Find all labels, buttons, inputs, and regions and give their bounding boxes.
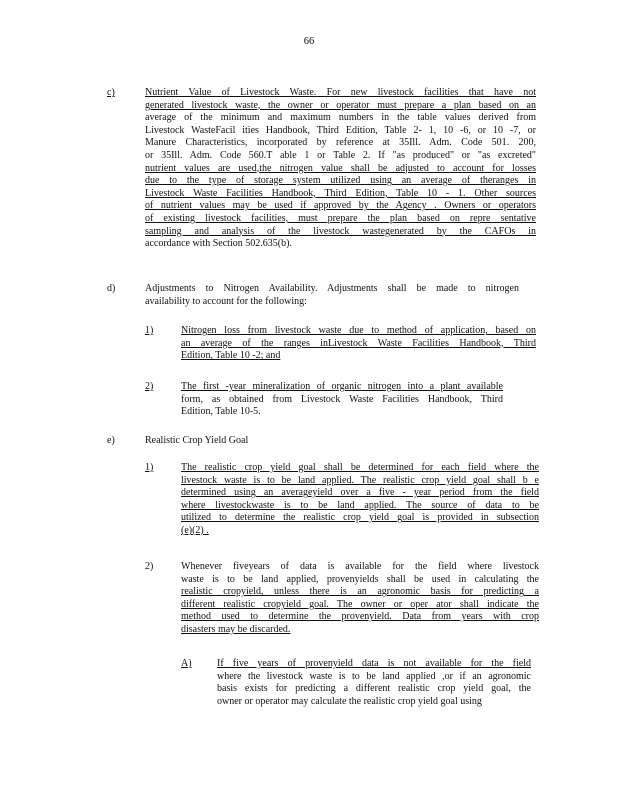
item-c-text	[145, 87, 536, 251]
text-line: If five years of provenyield data is not available for the field	[217, 658, 531, 669]
text-line: average of the minimum and maximum numbers in the table values derived from	[145, 112, 536, 124]
item-d-marker: d)	[107, 283, 116, 294]
text-line: due to the type of storage system utilized using an average of theranges in	[145, 175, 536, 187]
text-line: basis exists for predicting a different realistic crop yield goal, the	[217, 683, 531, 695]
item-e-marker: e)	[107, 435, 115, 446]
text-line: availability to account for the following:	[145, 295, 307, 307]
item-d1-marker: 1)	[145, 325, 154, 336]
item-d-text	[145, 283, 519, 308]
text-line: The first -year mineralization of organic nitrogen into a plant available	[181, 381, 503, 392]
item-e2-marker: 2)	[145, 561, 154, 572]
text-line: sampling and analysis of the livestock wastegenerated by the CAFOs in	[145, 225, 536, 237]
text-line: Edition, Table 10 -2; and	[181, 350, 281, 362]
text-line: nutrient values are used,the nitrogen value shall be adjusted to account for losses	[145, 162, 536, 174]
text-line: Nitrogen loss from livestock waste due to method of application, based on	[181, 325, 536, 336]
item-d1-text	[181, 325, 536, 363]
item-c-marker: c)	[107, 87, 115, 98]
text-line: Manure Characteristics, incorporated by reference at 35Ill. Adm. Code 501. 200,	[145, 137, 536, 149]
text-line: (e)(2) .	[181, 524, 209, 536]
text-line: waste is to be land applied, provenyields shall be used in calculating the	[181, 573, 539, 585]
text-line: of existing livestock facilities, must prepare the plan based on repre sentative	[145, 212, 536, 224]
item-d2-text	[181, 381, 503, 419]
text-line: owner or operator may calculate the realistic crop yield goal using	[217, 695, 482, 707]
text-line: Whenever fiveyears of data is available for the field where livestock	[181, 561, 539, 572]
text-line: determined using an averageyield over a five - year period from the field	[181, 487, 539, 499]
text-line: accordance with Section 502.635(b).	[145, 238, 292, 250]
text-line: disasters may be discarded.	[181, 623, 291, 635]
text-line: different realistic cropyield goal. The owner or oper ator shall indicate the	[181, 598, 539, 610]
text-line: of nutrient values may be used if approved by the Agency . Owners or operators	[145, 200, 536, 212]
text-line: an average of the ranges inLivestock Waste Facilities Handbook, Third	[181, 337, 536, 349]
item-e2a-text	[217, 658, 531, 708]
text-line: The realistic crop yield goal shall be determined for each field where the	[181, 462, 539, 473]
text-line: generated livestock waste, the owner or operator must prepare a plan based on an	[145, 99, 536, 111]
page-number: 66	[303, 36, 315, 47]
text-line: method used to determine the provenyield. Data from years with crop	[181, 611, 539, 623]
text-line: Edition, Table 10-5.	[181, 406, 261, 418]
text-line: Nutrient Value of Livestock Waste. For new livestock facilities that have not	[145, 87, 536, 98]
text-line: livestock waste is to be land applied. The realistic crop yield goal shall b e	[181, 474, 539, 486]
item-e2-text	[181, 561, 539, 637]
text-line: where livestockwaste is to be land applied. The source of data to be	[181, 499, 539, 511]
text-line: where the livestock waste is to be land applied ,or if an agronomic	[217, 670, 531, 682]
item-d2-marker: 2)	[145, 381, 154, 392]
item-e1-text	[181, 462, 539, 538]
text-line: Adjustments to Nitrogen Availability. Adjustments shall be made to nitrogen	[145, 283, 519, 294]
text-line: realistic cropyield, unless there is an agronomic basis for predicting a	[181, 586, 539, 598]
item-e-heading: Realistic Crop Yield Goal	[145, 435, 249, 446]
item-e2a-marker: A)	[181, 658, 192, 669]
text-line: form, as obtained from Livestock Waste Facilities Handbook, Third	[181, 393, 503, 405]
text-line: Livestock WasteFacil ities Handbook, Third Edition, Table 2- 1, 10 -6, or 10 -7, or	[145, 124, 536, 136]
item-e1-marker: 1)	[145, 462, 154, 473]
text-line: or 35Ill. Adm. Code 560.T able 1 or Table 2. If "as produced" or "as excreted"	[145, 149, 536, 161]
text-line: utilized to determine the realistic crop yield goal is provided in subsection	[181, 512, 539, 524]
text-line: Livestock Waste Facilities Handbook, Third Edition, Table 10 - 1. Other sources	[145, 187, 536, 199]
